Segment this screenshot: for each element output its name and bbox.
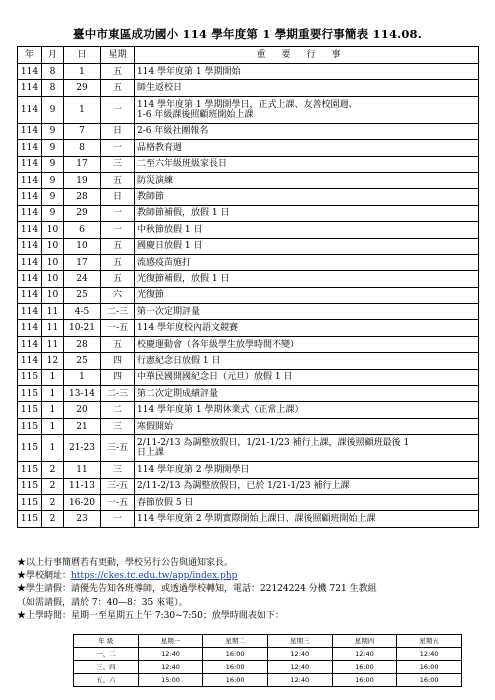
event-year: 114	[18, 80, 42, 96]
event-weekday: 五	[101, 336, 135, 352]
event-month: 9	[42, 123, 64, 139]
event-month: 10	[42, 287, 64, 303]
event-year: 114	[18, 140, 42, 156]
event-weekday: 三-五	[101, 435, 135, 462]
event-weekday: 四	[101, 353, 135, 369]
event-year: 115	[18, 494, 42, 510]
event-month: 9	[42, 140, 64, 156]
event-text: 行憲紀念日放假 1 日	[137, 355, 221, 366]
event-weekday: 日	[101, 189, 135, 205]
event-day: 21-23	[64, 435, 101, 462]
event-month: 2	[42, 494, 64, 510]
event-day: 7	[64, 123, 101, 139]
event-month: 10	[42, 222, 64, 238]
event-text-line-2: 日上課	[137, 448, 165, 459]
event-text: 第一次定期評量	[137, 306, 201, 317]
event-day: 28	[64, 189, 101, 205]
event-description	[135, 80, 479, 96]
event-year: 114	[18, 304, 42, 320]
event-weekday: 三	[101, 418, 135, 434]
event-year: 115	[18, 402, 42, 418]
event-description	[135, 96, 479, 123]
event-description	[135, 172, 479, 188]
event-month: 2	[42, 462, 64, 478]
event-year: 114	[18, 238, 42, 254]
event-weekday: 一	[101, 511, 135, 527]
event-weekday: 三-五	[101, 478, 135, 494]
event-row	[18, 222, 479, 238]
schedule-time: 16:00	[397, 674, 462, 687]
event-row	[18, 462, 479, 478]
event-description	[135, 222, 479, 238]
event-row	[18, 189, 479, 205]
schedule-time: 16:00	[203, 661, 268, 674]
event-weekday: 三	[101, 156, 135, 172]
header-event: 重要行事	[135, 47, 479, 64]
event-day: 17	[64, 254, 101, 270]
event-text: 春節放假 5 日	[137, 497, 194, 508]
event-month: 10	[42, 271, 64, 287]
event-description	[135, 238, 479, 254]
event-day: 8	[64, 140, 101, 156]
event-description	[135, 435, 479, 462]
event-year: 115	[18, 435, 42, 462]
event-month: 11	[42, 336, 64, 352]
note-school-hours: ★上學時間：星期一至星期五上午 7:30~7:50；放學時間表如下：	[17, 610, 284, 621]
schedule-header-grade: 年 級	[74, 635, 139, 648]
schedule-row	[74, 648, 462, 661]
event-weekday: 二	[101, 402, 135, 418]
event-year: 114	[18, 205, 42, 221]
event-row	[18, 353, 479, 369]
event-day: 11-13	[64, 478, 101, 494]
event-description	[135, 304, 479, 320]
event-month: 1	[42, 402, 64, 418]
event-month: 8	[42, 80, 64, 96]
event-text: 國慶日放假 1 日	[137, 241, 203, 252]
schedule-header-thu: 星期四	[332, 635, 397, 648]
event-text: 114 學年度第 2 學期開學日	[137, 464, 250, 475]
event-row	[18, 478, 479, 494]
event-text: 師生返校日	[137, 83, 183, 94]
event-description	[135, 156, 479, 172]
event-row	[18, 287, 479, 303]
event-day: 28	[64, 336, 101, 352]
schedule-grade: 一、二	[74, 648, 139, 661]
schedule-time: 16:00	[203, 648, 268, 661]
event-year: 114	[18, 222, 42, 238]
event-text: 寒假開始	[137, 421, 174, 432]
event-row	[18, 304, 479, 320]
event-weekday: 一-五	[101, 494, 135, 510]
event-day: 16-20	[64, 494, 101, 510]
header-weekday: 星期	[101, 47, 135, 64]
schedule-time: 16:00	[397, 661, 462, 674]
event-text: 防災演練	[137, 175, 174, 186]
event-day: 13-14	[64, 386, 101, 402]
event-month: 1	[42, 435, 64, 462]
event-day: 10-21	[64, 320, 101, 336]
event-description	[135, 64, 479, 80]
event-month: 2	[42, 511, 64, 527]
event-year: 114	[18, 254, 42, 270]
header-month: 月	[42, 47, 64, 64]
schedule-time: 12:40	[267, 661, 332, 674]
event-day: 21	[64, 418, 101, 434]
event-year: 115	[18, 418, 42, 434]
event-text: 114 學年度校內語文競賽	[137, 323, 239, 334]
schedule-table-body	[74, 648, 462, 687]
event-row	[18, 238, 479, 254]
event-text: 光復節	[137, 290, 165, 301]
schedule-grade: 五、六	[74, 674, 139, 687]
event-description	[135, 386, 479, 402]
note-change: ★以上行事簡曆若有更動，學校另行公告與通知家長。	[17, 558, 234, 568]
event-day: 29	[64, 205, 101, 221]
event-text: 中華民國開國紀念日（元旦）放假 1 日	[137, 372, 293, 383]
event-description	[135, 369, 479, 385]
event-text: 2/11-2/13 為調整放假日，1/21-1/23 補行上課，課後照顧班最後 1	[137, 438, 410, 449]
event-text: 第二次定期成績評量	[137, 388, 219, 399]
event-day: 20	[64, 402, 101, 418]
event-row	[18, 172, 479, 188]
event-row	[18, 402, 479, 418]
schedule-time: 15:00	[138, 674, 203, 687]
event-day: 4-5	[64, 304, 101, 320]
event-description	[135, 205, 479, 221]
event-description	[135, 402, 479, 418]
event-row	[18, 386, 479, 402]
event-month: 1	[42, 369, 64, 385]
event-text-line-2: 1-6 年級課後照顧班開始上課	[137, 109, 254, 120]
schedule-header-fri: 星期五	[397, 635, 462, 648]
event-day: 25	[64, 287, 101, 303]
event-row	[18, 205, 479, 221]
header-year: 年	[18, 47, 42, 64]
event-row	[18, 320, 479, 336]
event-row	[18, 435, 479, 462]
event-text: 流感疫苗施打	[137, 257, 192, 268]
event-description	[135, 353, 479, 369]
event-year: 114	[18, 96, 42, 123]
event-text: 2-6 年級社團報名	[137, 126, 209, 137]
event-day: 23	[64, 511, 101, 527]
event-description	[135, 511, 479, 527]
event-row	[18, 511, 479, 527]
schedule-row	[74, 674, 462, 687]
event-month: 9	[42, 189, 64, 205]
event-weekday: 一-五	[101, 320, 135, 336]
event-description	[135, 336, 479, 352]
event-weekday: 六	[101, 287, 135, 303]
event-weekday: 一	[101, 205, 135, 221]
event-weekday: 三	[101, 462, 135, 478]
event-description	[135, 189, 479, 205]
header-day: 日	[64, 47, 101, 64]
note-leave-hours: （如需請假，請於 7：40—8：35 來電）。	[17, 597, 188, 608]
schedule-time: 12:40	[138, 661, 203, 674]
event-text: 校慶運動會（各年級學生放學時間不變）	[137, 339, 300, 350]
event-weekday: 五	[101, 254, 135, 270]
events-table-header	[18, 47, 479, 64]
event-day: 1	[64, 64, 101, 80]
event-month: 9	[42, 96, 64, 123]
event-year: 114	[18, 156, 42, 172]
event-row	[18, 494, 479, 510]
event-month: 10	[42, 238, 64, 254]
event-month: 9	[42, 156, 64, 172]
event-row	[18, 140, 479, 156]
event-weekday: 二-三	[101, 304, 135, 320]
schedule-time: 16:00	[332, 661, 397, 674]
event-text: 教師節補假，放假 1 日	[137, 208, 230, 219]
event-row	[18, 64, 479, 80]
event-year: 115	[18, 386, 42, 402]
event-month: 2	[42, 478, 64, 494]
event-day: 11	[64, 462, 101, 478]
event-day: 1	[64, 96, 101, 123]
note-leave: ★學生請假：請優先告知各班導師，或透過學校轉知，電話：22124224 分機 721 生教組	[17, 584, 377, 595]
event-weekday: 五	[101, 271, 135, 287]
event-row	[18, 369, 479, 385]
event-day: 10	[64, 238, 101, 254]
schedule-header-tue: 星期二	[203, 635, 268, 648]
event-row	[18, 80, 479, 96]
event-year: 114	[18, 123, 42, 139]
dismissal-schedule-table	[73, 634, 462, 687]
school-website-link[interactable]: https://ckes.tc.edu.tw/app/index.php	[71, 571, 238, 582]
event-year: 114	[18, 336, 42, 352]
events-table-body	[18, 64, 479, 528]
event-description	[135, 140, 479, 156]
note-website-label: ★學校網址：	[17, 571, 72, 582]
event-text: 二至六年級班級家長日	[137, 159, 228, 170]
event-weekday: 一	[101, 140, 135, 156]
event-year: 114	[18, 172, 42, 188]
event-text: 114 學年度第 2 學期實際開始上課日、課後照顧班開始上課	[137, 514, 376, 525]
events-table	[17, 46, 479, 528]
event-year: 114	[18, 320, 42, 336]
event-month: 9	[42, 205, 64, 221]
event-month: 11	[42, 320, 64, 336]
schedule-header-mon: 星期一	[138, 635, 203, 648]
event-day: 29	[64, 80, 101, 96]
event-description	[135, 418, 479, 434]
event-description	[135, 494, 479, 510]
event-text: 光復節補假，放假 1 日	[137, 273, 230, 284]
schedule-time: 12:40	[138, 648, 203, 661]
event-year: 115	[18, 478, 42, 494]
event-text: 114 學年度第 1 學期開學日，正式上課、友善校園週、	[137, 99, 358, 110]
schedule-header-row	[74, 635, 462, 648]
event-description	[135, 123, 479, 139]
event-row	[18, 418, 479, 434]
event-weekday: 五	[101, 80, 135, 96]
event-row	[18, 123, 479, 139]
event-month: 9	[42, 172, 64, 188]
event-weekday: 日	[101, 123, 135, 139]
event-description	[135, 271, 479, 287]
event-day: 25	[64, 353, 101, 369]
event-weekday: 二-三	[101, 386, 135, 402]
event-day: 17	[64, 156, 101, 172]
event-text: 2/11-2/13 為調整放假日，已於 1/21-1/23 補行上課	[137, 481, 350, 492]
schedule-row	[74, 661, 462, 674]
schedule-time: 12:40	[397, 648, 462, 661]
event-weekday: 一	[101, 222, 135, 238]
schedule-time: 12:40	[332, 648, 397, 661]
event-day: 6	[64, 222, 101, 238]
event-description	[135, 254, 479, 270]
event-year: 114	[18, 64, 42, 80]
event-month: 1	[42, 418, 64, 434]
event-day: 19	[64, 172, 101, 188]
schedule-header-wed: 星期三	[267, 635, 332, 648]
event-text: 114 學年度第 1 學期開始	[137, 66, 241, 77]
event-row	[18, 96, 479, 123]
event-description	[135, 462, 479, 478]
event-month: 1	[42, 386, 64, 402]
schedule-grade: 三、四	[74, 661, 139, 674]
event-year: 115	[18, 369, 42, 385]
event-text: 中秋節放假 1 日	[137, 224, 203, 235]
event-description	[135, 478, 479, 494]
schedule-time: 12:40	[267, 674, 332, 687]
schedule-time: 16:00	[332, 674, 397, 687]
event-text: 教師節	[137, 192, 165, 203]
event-weekday: 一	[101, 96, 135, 123]
notes-section	[17, 557, 487, 623]
event-row	[18, 336, 479, 352]
page-title: 臺中市東區成功國小 114 學年度第 1 學期重要行事簡表 114.08.	[73, 27, 422, 41]
event-text: 品格教育週	[137, 142, 183, 153]
event-year: 114	[18, 287, 42, 303]
schedule-time: 12:40	[267, 648, 332, 661]
event-row	[18, 156, 479, 172]
event-text: 114 學年度第 1 學期休業式（正常上課）	[137, 405, 304, 416]
note-website	[17, 570, 487, 583]
event-weekday: 五	[101, 172, 135, 188]
event-row	[18, 271, 479, 287]
event-month: 10	[42, 254, 64, 270]
event-month: 8	[42, 64, 64, 80]
event-description	[135, 320, 479, 336]
schedule-time: 16:00	[203, 674, 268, 687]
event-weekday: 四	[101, 369, 135, 385]
event-weekday: 五	[101, 64, 135, 80]
event-day: 1	[64, 369, 101, 385]
event-weekday: 五	[101, 238, 135, 254]
event-description	[135, 287, 479, 303]
event-year: 115	[18, 462, 42, 478]
event-year: 114	[18, 271, 42, 287]
event-month: 11	[42, 304, 64, 320]
event-month: 12	[42, 353, 64, 369]
event-year: 115	[18, 511, 42, 527]
event-year: 114	[18, 353, 42, 369]
event-row	[18, 254, 479, 270]
event-day: 24	[64, 271, 101, 287]
event-year: 114	[18, 189, 42, 205]
